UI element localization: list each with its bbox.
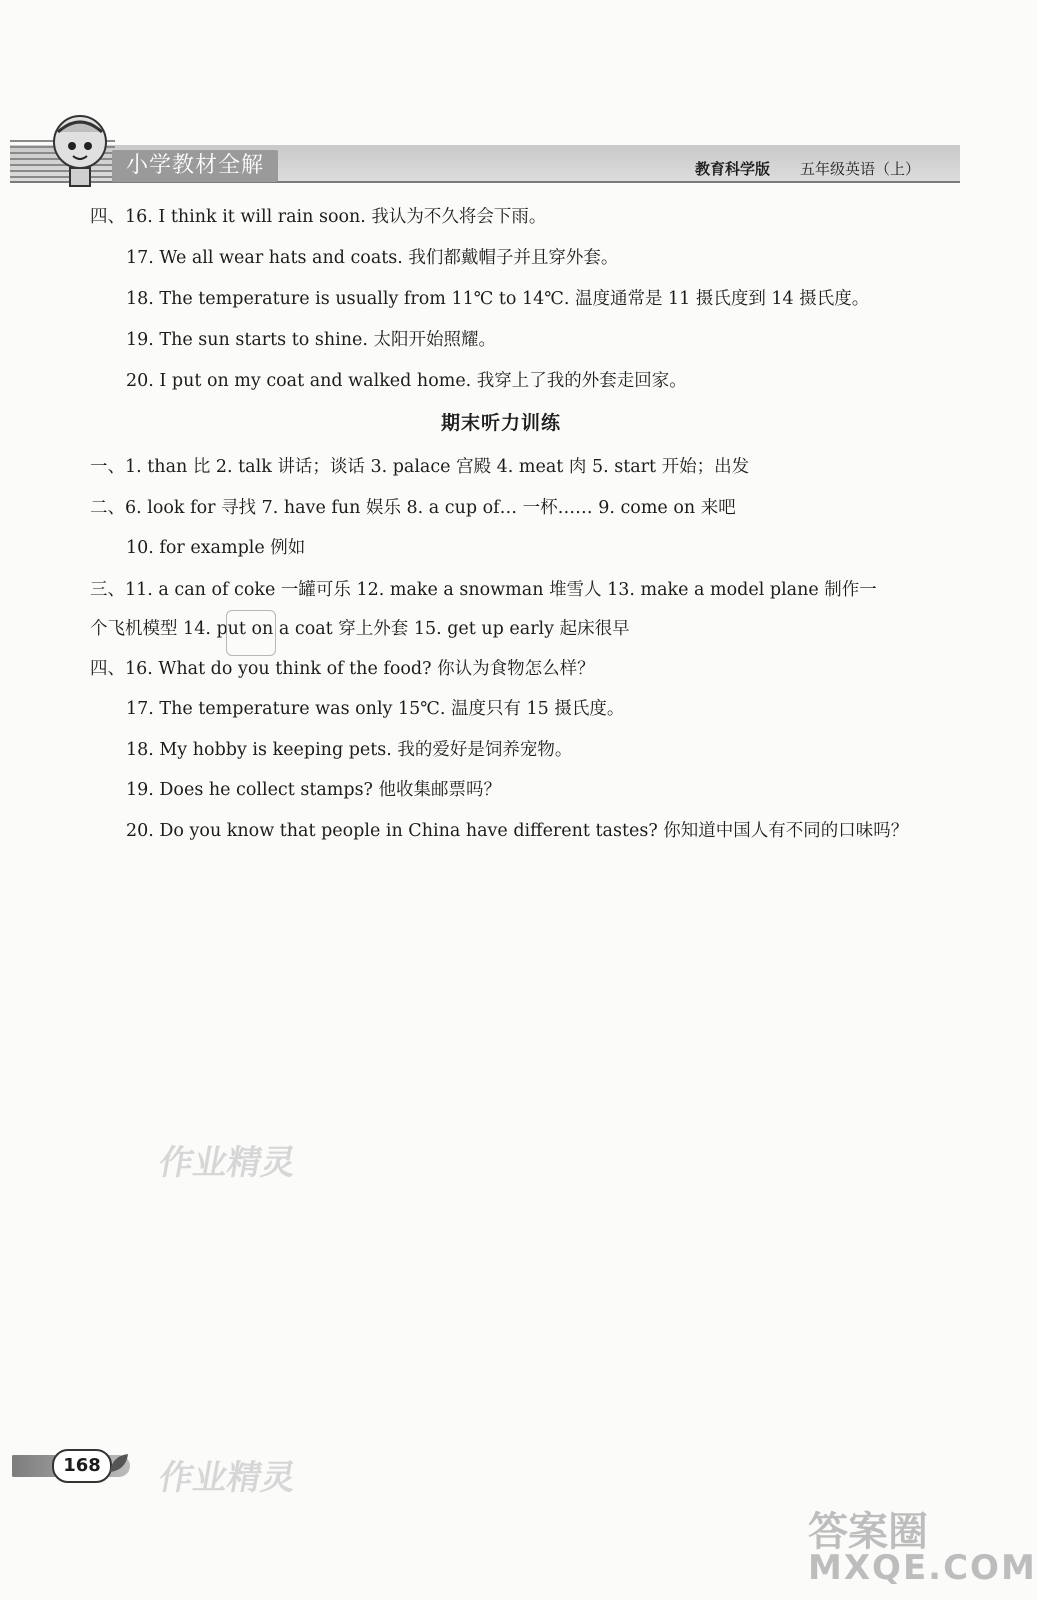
mascot-icon bbox=[40, 112, 120, 192]
grade-label: 五年级英语（上） bbox=[800, 160, 921, 178]
answer-line: 17. We all wear hats and coats. 我们都戴帽子并且穿外套。 bbox=[126, 248, 619, 268]
edition-label: 教育科学版 bbox=[695, 160, 771, 178]
leaf-icon bbox=[108, 1452, 130, 1474]
answer-line: 18. My hobby is keeping pets. 我的爱好是饲养宠物。 bbox=[126, 740, 573, 760]
answer-line: 20. Do you know that people in China have different tastes? 你知道中国人有不同的口味吗？ bbox=[126, 821, 909, 841]
answer-line: 四、16. I think it will rain soon. 我认为不久将会下雨。 bbox=[90, 207, 547, 227]
answer-line: 19. Does he collect stamps? 他收集邮票吗？ bbox=[126, 780, 502, 800]
answer-line: 个飞机模型 14. put on a coat 穿上外套 15. get up early 起床很早 bbox=[90, 619, 630, 639]
answer-line: 四、16. What do you think of the food? 你认为食物怎么样？ bbox=[90, 659, 595, 679]
watermark: 作业精灵 bbox=[155, 1143, 299, 1183]
stamp-mark bbox=[226, 610, 276, 656]
series-title: 小学教材全解 bbox=[112, 150, 278, 182]
watermark: 作业精灵 bbox=[155, 1458, 299, 1498]
section-title: 期末听力训练 bbox=[441, 412, 562, 434]
answer-line: 20. I put on my coat and walked home. 我穿上了我的外套走回家。 bbox=[126, 371, 687, 391]
page-number: 168 bbox=[52, 1449, 112, 1483]
answer-line: 三、11. a can of coke 一罐可乐 12. make a snowman 堆雪人 13. make a model plane 制作一 bbox=[90, 580, 877, 600]
answer-line: 10. for example 例如 bbox=[126, 538, 306, 558]
corner-logo: 答案圈 bbox=[808, 1509, 928, 1555]
corner-url: MXQE.COM bbox=[808, 1548, 1037, 1588]
answer-line: 17. The temperature was only 15℃. 温度只有 15 摄氏度。 bbox=[126, 699, 625, 719]
answer-line: 一、1. than 比 2. talk 讲话；谈话 3. palace 宫殿 4. meat 肉 5. start 开始；出发 bbox=[90, 457, 750, 477]
answer-line: 19. The sun starts to shine. 太阳开始照耀。 bbox=[126, 330, 496, 350]
answer-line: 二、6. look for 寻找 7. have fun 娱乐 8. a cup of… 一杯…… 9. come on 来吧 bbox=[90, 498, 736, 518]
answer-line: 18. The temperature is usually from 11℃ to 14℃. 温度通常是 11 摄氏度到 14 摄氏度。 bbox=[126, 289, 870, 309]
page-header bbox=[0, 0, 1000, 200]
